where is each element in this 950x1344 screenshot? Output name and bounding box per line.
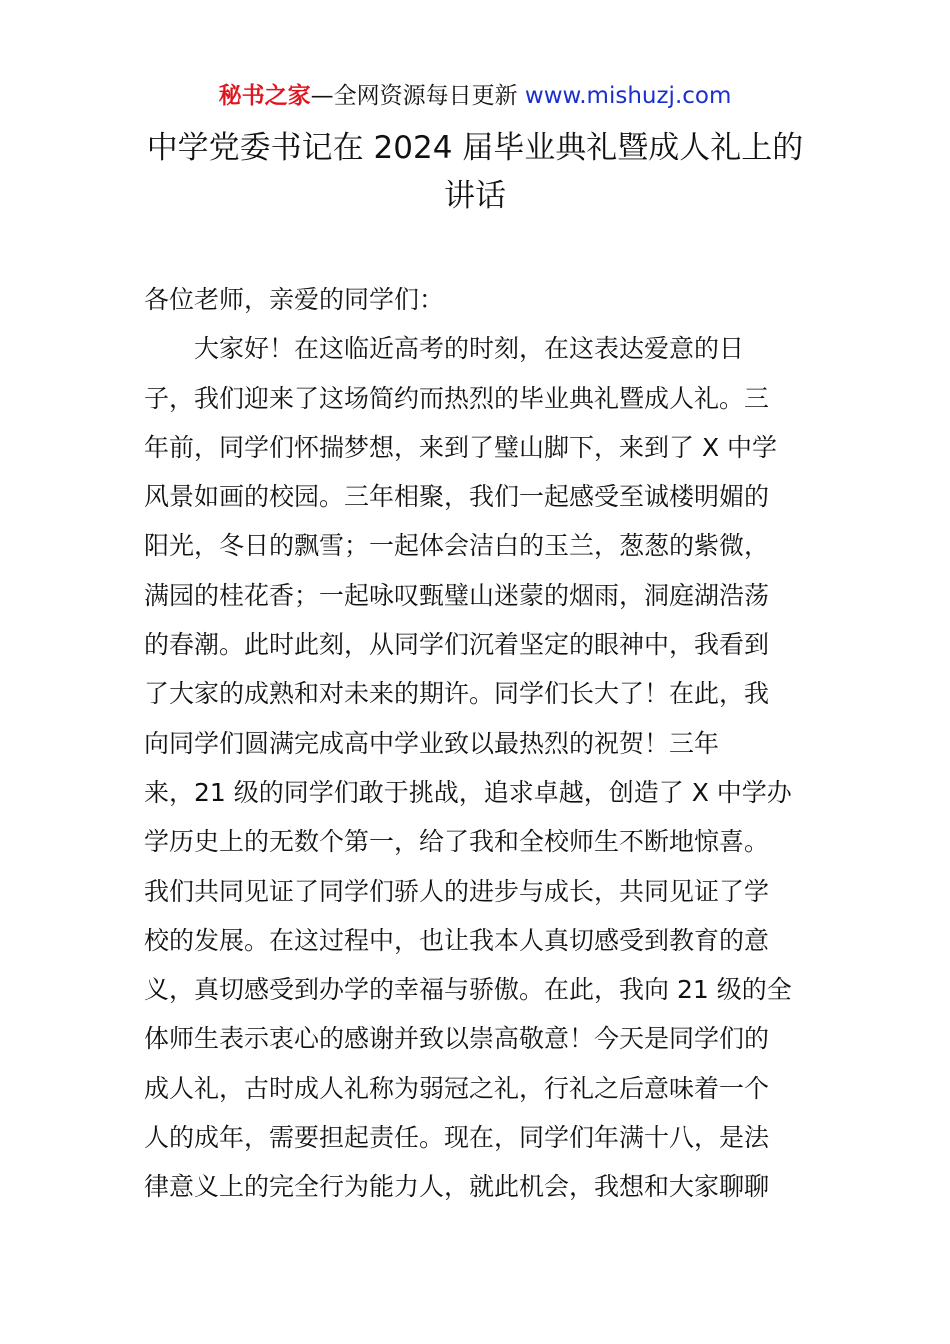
salutation: 各位老师，亲爱的同学们： <box>144 285 445 314</box>
document-body <box>144 275 809 1212</box>
paragraph-line: 我们共同见证了同学们骄人的进步与成长，共同见证了学 <box>144 876 770 906</box>
site-header <box>0 80 950 112</box>
paragraph-line: 子，我们迎来了这场简约而热烈的毕业典礼暨成人礼。三 <box>144 383 770 413</box>
document-title <box>120 124 830 220</box>
title-line: 讲话 <box>444 178 506 214</box>
site-brand: 秘书之家 <box>218 83 311 109</box>
title-line: 中学党委书记在 2024 届毕业典礼暨成人礼上的 <box>146 130 804 166</box>
paragraph-line: 人的成年，需要担起责任。现在，同学们年满十八，是法 <box>144 1123 770 1153</box>
paragraph-line: 学历史上的无数个第一，给了我和全校师生不断地惊喜。 <box>144 827 770 857</box>
paragraph-line: 体师生表示衷心的感谢并致以崇高敬意！今天是同学们的 <box>144 1024 770 1054</box>
paragraph-line: 来，21 级的同学们敢于挑战，追求卓越，创造了 X 中学办 <box>144 777 792 807</box>
paragraph-line: 大家好！在这临近高考的时刻，在这表达爱意的日 <box>194 334 745 364</box>
paragraph-line: 风景如画的校园。三年相聚，我们一起感受至诚楼明媚的 <box>144 482 770 512</box>
site-tagline: —全网资源每日更新 <box>310 83 518 109</box>
paragraph-line: 了大家的成熟和对未来的期许。同学们长大了！在此，我 <box>144 679 770 709</box>
paragraph-line: 年前，同学们怀揣梦想，来到了璧山脚下，来到了 X 中学 <box>144 432 778 462</box>
paragraph-line: 向同学们圆满完成高中学业致以最热烈的祝贺！三年 <box>144 728 720 758</box>
paragraph-line: 义，真切感受到办学的幸福与骄傲。在此，我向 21 级的全 <box>144 975 792 1005</box>
paragraph-line: 阳光，冬日的飘雪；一起体会洁白的玉兰，葱葱的紫微， <box>144 531 770 561</box>
site-url-link[interactable]: www.mishuzj.com <box>524 83 732 109</box>
paragraph-line: 校的发展。在这过程中，也让我本人真切感受到教育的意 <box>144 925 770 955</box>
paragraph-line: 律意义上的完全行为能力人，就此机会，我想和大家聊聊 <box>144 1172 770 1202</box>
paragraph-line: 成人礼，古时成人礼称为弱冠之礼，行礼之后意味着一个 <box>144 1073 770 1103</box>
paragraph-line: 满园的桂花香；一起咏叹甄璧山迷蒙的烟雨，洞庭湖浩荡 <box>144 580 770 610</box>
paragraph-line: 的春潮。此时此刻，从同学们沉着坚定的眼神中，我看到 <box>144 630 770 660</box>
